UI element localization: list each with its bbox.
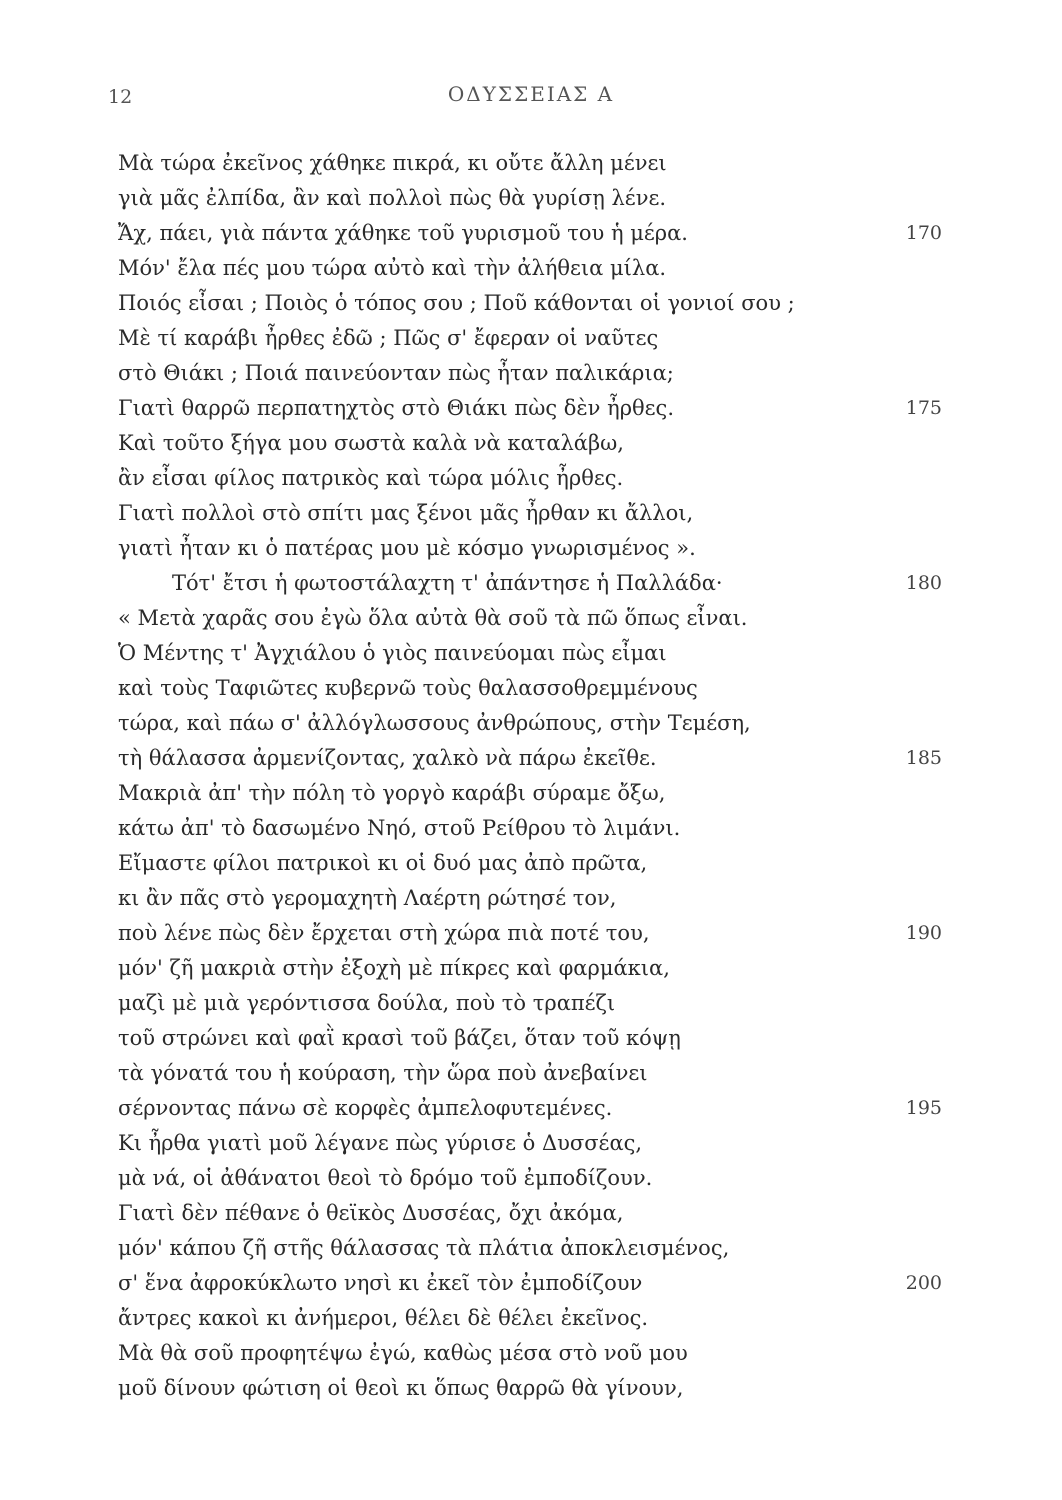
verse-line: [118, 146, 978, 181]
page-number: 12: [108, 86, 133, 108]
verse-text: τὰ γόνατά του ἡ κούραση, τὴν ὥρα ποὺ ἀνεβαίνει: [118, 1061, 648, 1085]
line-number: 200: [905, 1272, 942, 1294]
verse-text: σέρνοντας πάνω σὲ κορφὲς ἀμπελοφυτεμένες.: [118, 1096, 613, 1120]
verse-text: Γιατὶ δὲν πέθανε ὁ θεϊκὸς Δυσσέας, ὄχι ἀκόμα,: [118, 1201, 624, 1225]
verse-line: [118, 391, 978, 426]
verse-line: [118, 951, 978, 986]
verse-line: [118, 426, 978, 461]
verse-line: [118, 1161, 978, 1196]
verse-text: τώρα, καὶ πάω σ' ἀλλόγλωσσους ἀνθρώπους, στὴν Τεμέση,: [118, 711, 751, 735]
verse-line: [118, 251, 978, 286]
verse-text: Μόν' ἔλα πές μου τώρα αὐτὸ καὶ τὴν ἀλήθεια μίλα.: [118, 256, 667, 280]
verse-line: [118, 671, 978, 706]
verse-text: Μὲ τί καράβι ἦρθες ἐδῶ ; Πῶς σ' ἔφεραν οἱ ναῦτες: [118, 326, 659, 350]
verse-text: ἄντρες κακοὶ κι ἀνήμεροι, θέλει δὲ θέλει ἐκεῖνος.: [118, 1306, 649, 1330]
verse-text: Ποιός εἶσαι ; Ποιὸς ὁ τόπος σου ; Ποῦ κάθονται οἱ γονιοί σου ;: [118, 291, 795, 315]
verse-text: Ὁ Μέντης τ' Ἀγχιάλου ὁ γιὸς παινεύομαι πὼς εἶμαι: [118, 641, 667, 665]
verse-text: σ' ἕνα ἀφροκύκλωτο νησὶ κι ἐκεῖ τὸν ἐμποδίζουν: [118, 1271, 643, 1295]
verse-line: [118, 1231, 978, 1266]
verse-text: γιὰ μᾶς ἐλπίδα, ἂν καὶ πολλοὶ πὼς θὰ γυρίσῃ λένε.: [118, 186, 667, 210]
verse-text: Γιατὶ θαρρῶ περπατηχτὸς στὸ Θιάκι πὼς δὲν ἦρθες.: [118, 396, 674, 420]
verse-line: [118, 1301, 978, 1336]
verse-line: [118, 881, 978, 916]
verse-line: [118, 741, 978, 776]
line-number: 190: [905, 922, 942, 944]
verse-text: Μὰ τώρα ἐκεῖνος χάθηκε πικρά, κι οὔτε ἄλλη μένει: [118, 151, 667, 175]
verse-line: [118, 811, 978, 846]
verse-text: « Μετὰ χαρᾶς σου ἐγὼ ὅλα αὐτὰ θὰ σοῦ τὰ πῶ ὅπως εἶναι.: [118, 606, 748, 630]
verse-line: [118, 321, 978, 356]
verse-text: μοῦ δίνουν φώτιση οἱ θεοὶ κι ὅπως θαρρῶ θὰ γίνουν,: [118, 1376, 684, 1400]
verse-line: [118, 776, 978, 811]
verse-text: γιατὶ ἦταν κι ὁ πατέρας μου μὲ κόσμο γνωρισμένος ».: [118, 536, 696, 560]
verse-line: [118, 636, 978, 671]
verse-text: Μὰ θὰ σοῦ προφητέψω ἐγώ, καθὼς μέσα στὸ νοῦ μου: [118, 1341, 688, 1365]
verse-line: [118, 216, 978, 251]
verse-line: [118, 461, 978, 496]
verse-line: [118, 356, 978, 391]
verse-line: [118, 1371, 978, 1406]
verse-text: Κι ἦρθα γιατὶ μοῦ λέγανε πὼς γύρισε ὁ Δυσσέας,: [118, 1131, 643, 1155]
verse-line: [118, 986, 978, 1021]
verse-line: [118, 1021, 978, 1056]
verse-line: [118, 496, 978, 531]
line-number: 195: [905, 1097, 942, 1119]
verse-line: [118, 1196, 978, 1231]
verse-text: κάτω ἀπ' τὸ δασωμένο Νηό, στοῦ Ρείθρου τὸ λιμάνι.: [118, 816, 681, 840]
verse-text: μόν' κάπου ζῆ στῆς θάλασσας τὰ πλάτια ἀποκλεισμένος,: [118, 1236, 730, 1260]
verse-line: [118, 706, 978, 741]
verse-line: [118, 286, 978, 321]
verse-text: ποὺ λένε πὼς δὲν ἔρχεται στὴ χώρα πιὰ ποτέ του,: [118, 921, 650, 945]
verse-line: [118, 181, 978, 216]
line-number: 185: [905, 747, 942, 769]
line-number: 170: [905, 222, 942, 244]
verse-text: Γιατὶ πολλοὶ στὸ σπίτι μας ξένοι μᾶς ἦρθαν κι ἄλλοι,: [118, 501, 694, 525]
running-title: ΟΔΥΣΣΕΙΑΣ Α: [447, 82, 615, 106]
verse-text: τὴ θάλασσα ἀρμενίζοντας, χαλκὸ νὰ πάρω ἐκεῖθε.: [118, 746, 657, 770]
line-number: 180: [905, 572, 942, 594]
verse-line: [118, 1091, 978, 1126]
verse-text: στὸ Θιάκι ; Ποιά παινεύονταν πὼς ἦταν παλικάρια;: [118, 361, 674, 385]
verse-line: [118, 531, 978, 566]
verse-text: τοῦ στρώνει καὶ φαῒ κρασὶ τοῦ βάζει, ὅταν τοῦ κόψῃ: [118, 1026, 681, 1050]
verse-line: [118, 916, 978, 951]
verse-text: κι ἂν πᾶς στὸ γερομαχητὴ Λαέρτη ρώτησέ τον,: [118, 886, 617, 910]
verse-text: Εἴμαστε φίλοι πατρικοὶ κι οἱ δυό μας ἀπὸ πρῶτα,: [118, 851, 648, 875]
verse-line: [118, 566, 978, 601]
verse-text: Ἄχ, πάει, γιὰ πάντα χάθηκε τοῦ γυρισμοῦ του ἡ μέρα.: [118, 221, 688, 245]
verse-text: Μακριὰ ἀπ' τὴν πόλη τὸ γοργὸ καράβι σύραμε ὄξω,: [118, 781, 666, 805]
verse-list: [118, 146, 978, 1406]
verse-text: Τότ' ἔτσι ἡ φωτοστάλαχτη τ' ἀπάντησε ἡ Παλλάδα·: [172, 571, 723, 595]
verse-line: [118, 846, 978, 881]
verse-text: ἂν εἶσαι φίλος πατρικὸς καὶ τώρα μόλις ἦρθες.: [118, 466, 624, 490]
verse-line: [118, 1266, 978, 1301]
verse-text: Καὶ τοῦτο ξήγα μου σωστὰ καλὰ νὰ καταλάβω,: [118, 431, 624, 455]
verse-text: μαζὶ μὲ μιὰ γερόντισσα δούλα, ποὺ τὸ τραπέζι: [118, 991, 616, 1015]
line-number: 175: [905, 397, 942, 419]
verse-line: [118, 601, 978, 636]
verse-text: καὶ τοὺς Ταφιῶτες κυβερνῶ τοὺς θαλασσοθρεμμένους: [118, 676, 698, 700]
verse-text: μόν' ζῆ μακριὰ στὴν ἐξοχὴ μὲ πίκρες καὶ φαρμάκια,: [118, 956, 670, 980]
verse-line: [118, 1336, 978, 1371]
verse-line: [118, 1056, 978, 1091]
verse-line: [118, 1126, 978, 1161]
verse-text: μὰ νά, οἱ ἀθάνατοι θεοὶ τὸ δρόμο τοῦ ἐμποδίζουν.: [118, 1166, 653, 1190]
